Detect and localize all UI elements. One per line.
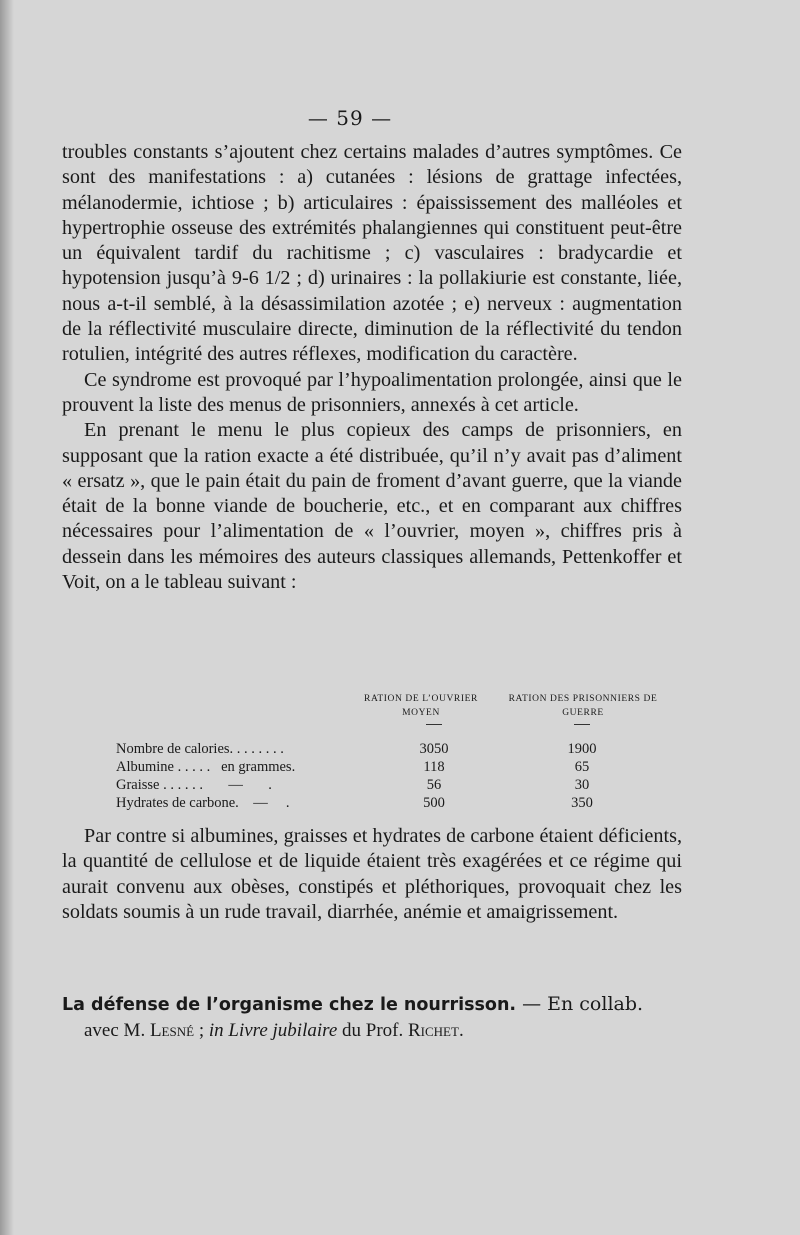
reference-collab: — En collab. (516, 993, 644, 1015)
worker-value: 56 (426, 777, 442, 793)
table-row (116, 758, 676, 776)
reference-separator: ; (194, 1020, 209, 1041)
row-label: Nombre de calories. . . . . . . . (116, 741, 284, 757)
table-row (116, 740, 676, 758)
body-text (62, 140, 682, 595)
prisoner-value: 30 (574, 777, 590, 793)
prisoner-value: 1900 (567, 741, 597, 757)
row-label: Albumine . . . . . en grammes. (116, 759, 296, 775)
bibliographic-reference (62, 991, 702, 1044)
paragraph-menu: En prenant le menu le plus copieux des camps de prisonniers, en supposant que la ration exacte a été distribuée, qu’il n’y avait pas d’aliment « ersatz », que le pain était du pain de froment d’avant guerre, que la viande était de la bonne viande de boucherie, etc., et en comparant aux chiffres nécessaires pour l’alimentation de « l’ouvrier, moyen », chiffres pris à dessein dans les mémoires des auteurs classiques allemands, Pettenkoffer et Voit, on a le tableau suivant : (62, 419, 682, 594)
worker-value: 500 (423, 795, 445, 811)
reference-end: . (458, 1020, 464, 1041)
reference-line-2 (62, 1018, 702, 1044)
header-rule (574, 724, 590, 725)
reference-title: La défense de l’organisme chez le nourrisson. (62, 995, 517, 1015)
paragraph-symptoms: troubles constants s’ajoutent chez certains malades d’autres symptômes. Ce sont des manifestations : a) cutanées : lésions de grattage infectées, mélanodermie, ichtiose ; b) articulaires : épaississement des malléoles et hypertrophie osseuse des extrémités phalangiennes qui constituent peut-être un équivalent tardif du rachitisme ; c) vasculaires : bradycardie et hypotension jusqu’à 9-6 1/2 ; d) urinaires : la pollakiurie est constante, liée, nous a-t-il semblé, à la désassimilation azotée ; e) nerveux : augmentation de la réflectivité musculaire directe, diminution de la réflectivité du tendon rotulien, intégrité des autres réflexes, modification du caractère. (62, 141, 682, 366)
row-label: Hydrates de carbone. — . (116, 795, 290, 811)
page-number: — 59 — (307, 106, 393, 130)
table-header (116, 692, 676, 732)
reference-author: Lesné (149, 1020, 195, 1041)
paragraph-deficiency: Par contre si albumines, graisses et hydrates de carbone étaient déficients, la quantité de cellulose et de liquide étaient très exagérées et ce régime qui aurait convenu aux obèses, constipés et pléthoriques, provoquait chez les soldats soumis à un rude travail, diarrhée, anémie et amaigrissement. (62, 825, 682, 923)
reference-line-1 (62, 991, 702, 1018)
header-rule (426, 724, 442, 725)
table-row (116, 794, 676, 812)
worker-value: 3050 (419, 741, 449, 757)
table-row (116, 776, 676, 794)
col-header-prisoner: RATION DES PRISONNIERS DE GUERRE (508, 694, 658, 718)
worker-value: 118 (423, 759, 445, 775)
row-label: Graisse . . . . . . — . (116, 777, 272, 793)
reference-prof: Richet (408, 1020, 459, 1041)
col-header-worker: RATION DE L’OUVRIER MOYEN (364, 694, 478, 718)
prisoner-value: 350 (571, 795, 593, 811)
reference-suffix: du Prof. (337, 1020, 408, 1041)
paragraph-syndrome: Ce syndrome est provoqué par l’hypoalimentation prolongée, ainsi que le prouvent la liste des menus de prisonniers, annexés à cet article. (62, 368, 682, 416)
reference-source: in Livre jubilaire (208, 1020, 338, 1041)
reference-prefix: avec M. (84, 1020, 150, 1041)
prisoner-value: 65 (574, 759, 590, 775)
conclusion-text (62, 824, 682, 925)
page-edge-shadow (0, 0, 14, 1235)
